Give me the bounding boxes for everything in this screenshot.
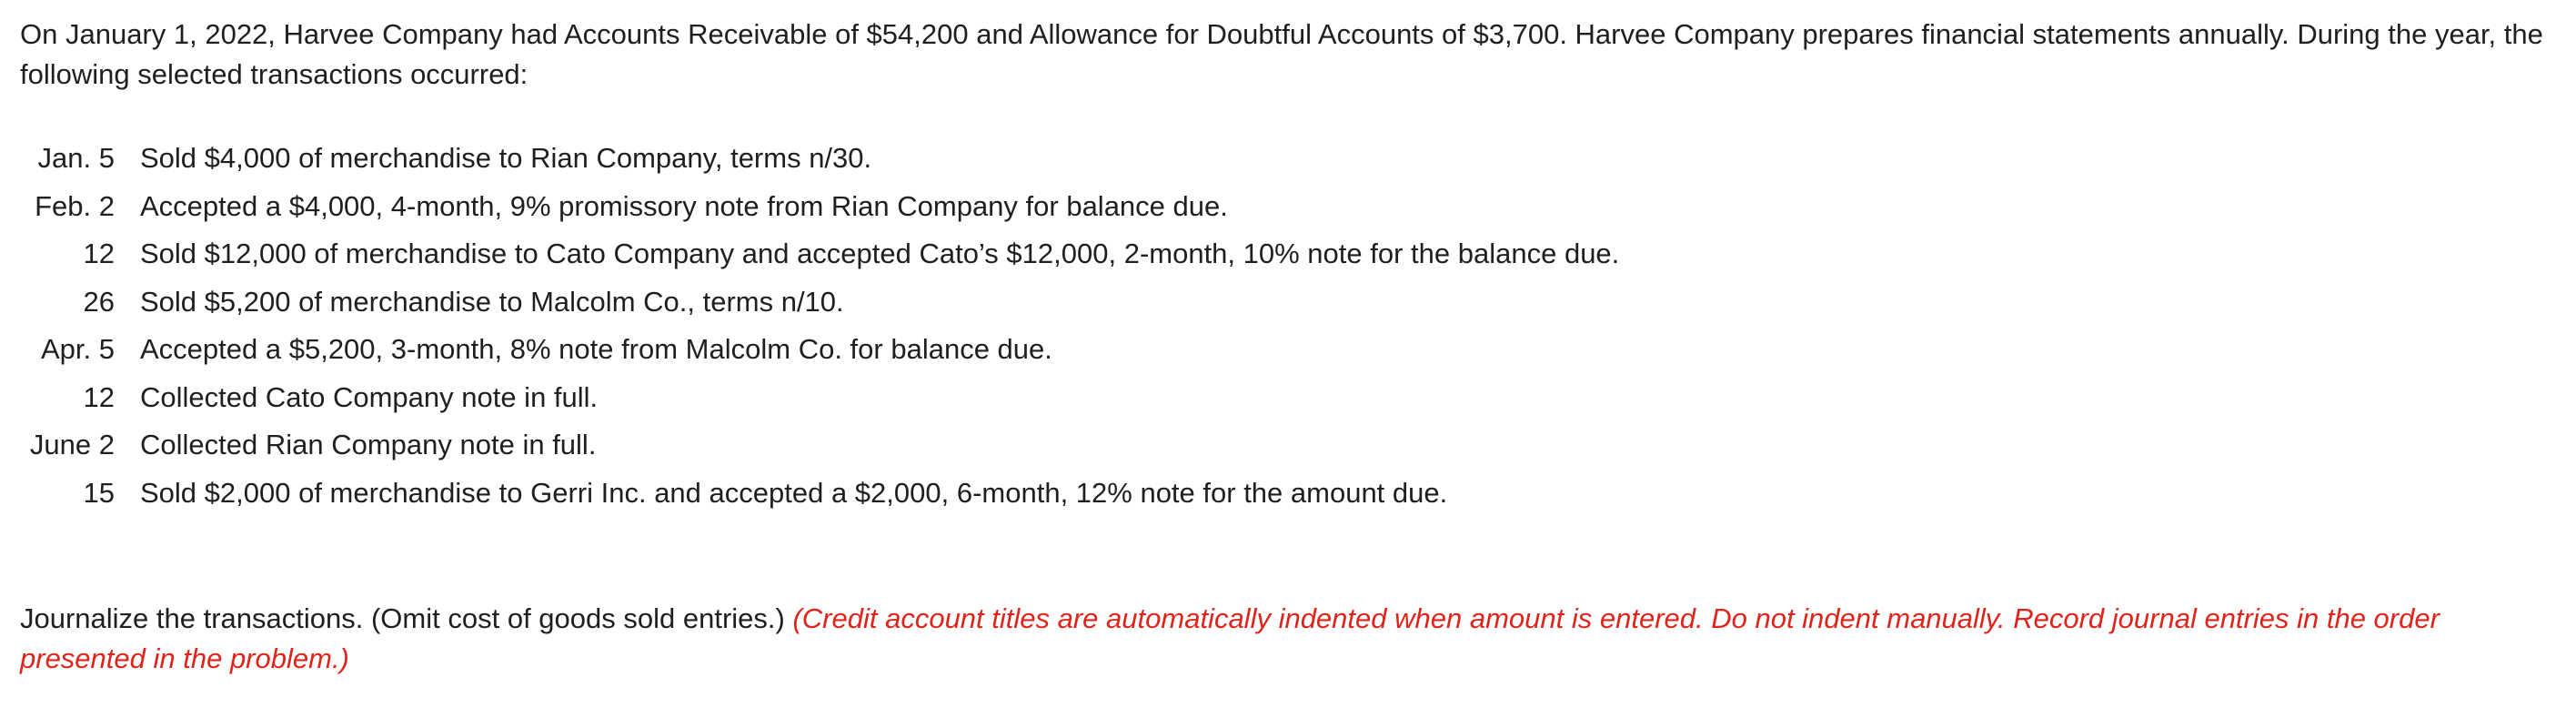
transaction-row (20, 183, 1619, 231)
transaction-row (20, 135, 1619, 183)
transaction-date: 12 (83, 380, 115, 413)
transaction-text: Sold $12,000 of merchandise to Cato Company and accepted Cato’s $12,000, 2-month, 10% note for the balance due. (140, 238, 1620, 270)
transaction-date: 12 (83, 238, 115, 270)
transaction-date: Feb. 2 (35, 189, 115, 222)
transaction-text: Sold $5,200 of merchandise to Malcolm Co., terms n/10. (140, 285, 844, 318)
transaction-date: 26 (83, 285, 115, 318)
transaction-row (20, 278, 1619, 327)
transaction-row (20, 421, 1619, 470)
transaction-date: 15 (83, 476, 115, 509)
transaction-row (20, 374, 1619, 422)
transaction-text: Sold $2,000 of merchandise to Gerri Inc. and accepted a $2,000, 6-month, 12% note for the amount due. (140, 476, 1448, 509)
transaction-date: June 2 (29, 429, 115, 461)
transactions-table (20, 135, 1619, 517)
instructions (20, 599, 2558, 679)
instructions-note: (Credit account titles are automatically indented when amount is entered. Do not indent manually. Record journal entries in the order presented in the problem.) (20, 602, 2440, 674)
transaction-row (20, 326, 1619, 374)
transaction-text: Collected Rian Company note in full. (140, 429, 597, 461)
transaction-row (20, 470, 1619, 518)
transaction-date: Apr. 5 (41, 333, 115, 366)
transaction-text: Collected Cato Company note in full. (140, 380, 599, 413)
transaction-row (20, 230, 1619, 278)
transaction-text: Accepted a $4,000, 4-month, 9% promissory note from Rian Company for balance due. (140, 189, 1228, 222)
problem-intro: On January 1, 2022, Harvee Company had Accounts Receivable of $54,200 and Allowance for Doubtful Accounts of $3,700. Harvee Company prepares financial statements annually. During the year, the following selected transactions occurred: (20, 18, 2543, 90)
transaction-text: Accepted a $5,200, 3-month, 8% note from Malcolm Co. for balance due. (140, 333, 1052, 366)
transaction-date: Jan. 5 (37, 142, 115, 175)
instructions-main: Journalize the transactions. (Omit cost of goods sold entries.) (20, 602, 793, 634)
transaction-text: Sold $4,000 of merchandise to Rian Company, terms n/30. (140, 142, 872, 175)
